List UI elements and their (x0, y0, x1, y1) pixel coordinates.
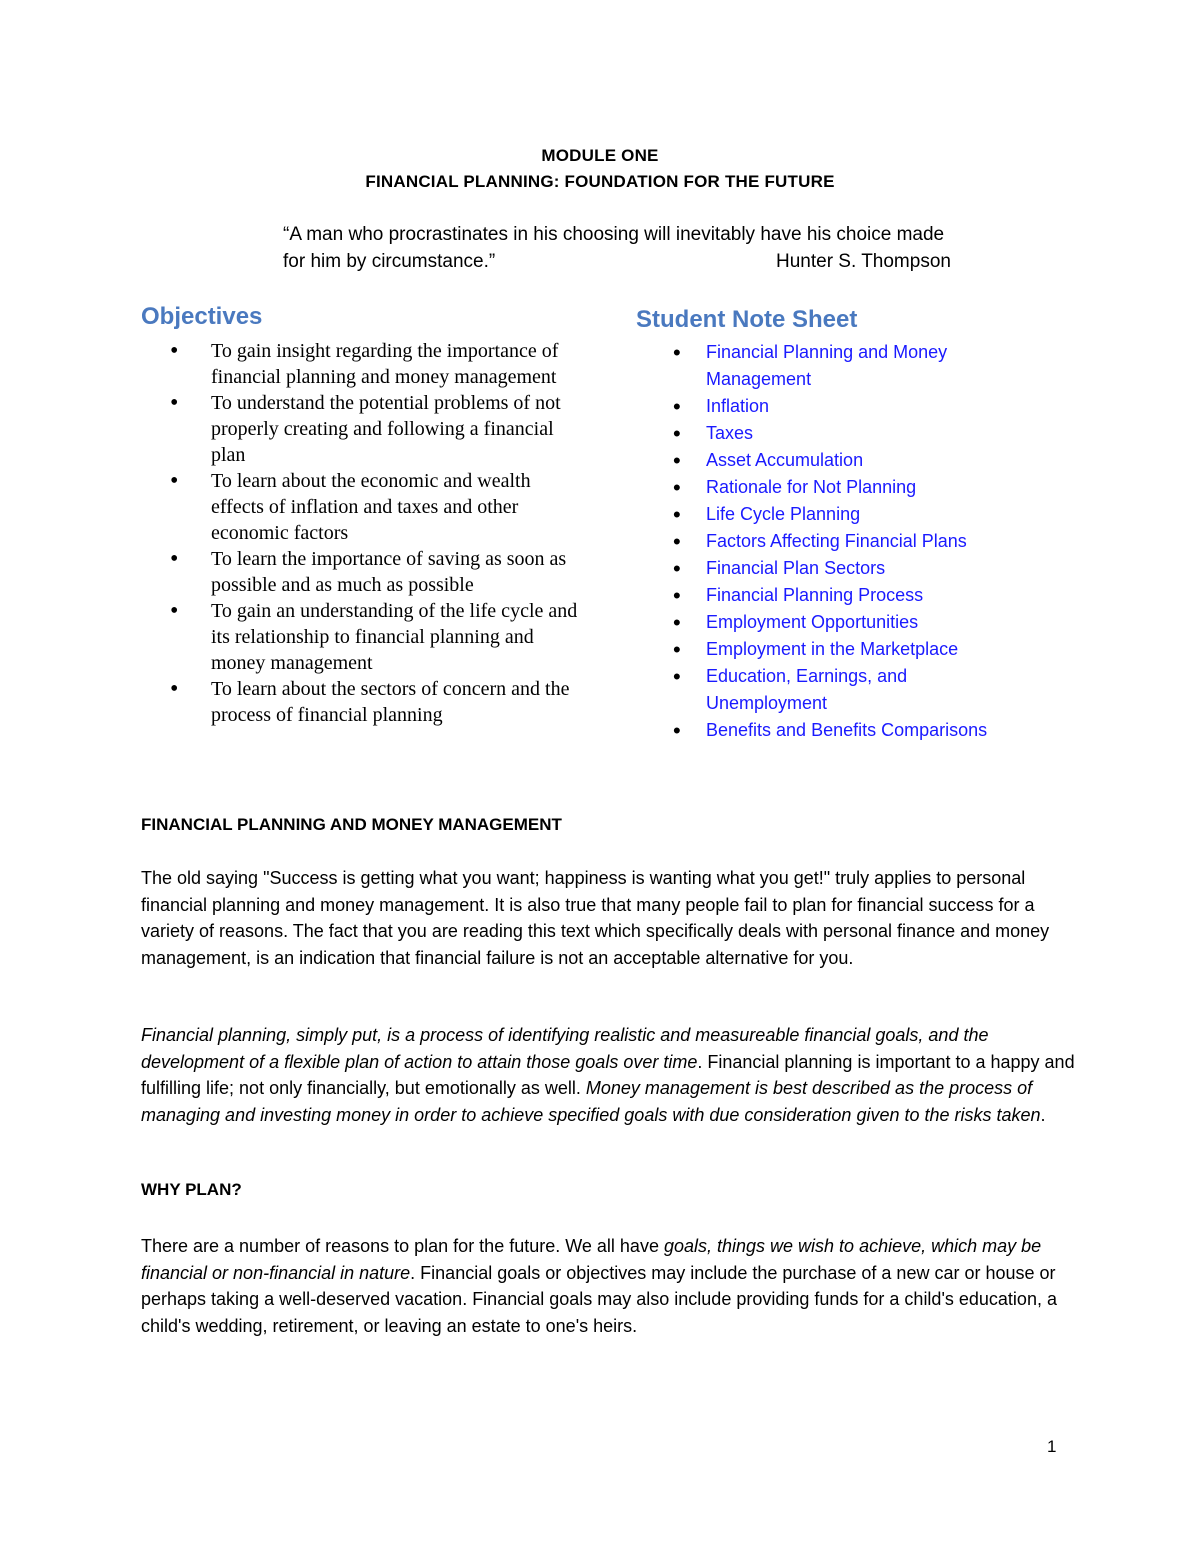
paragraph-text: . Financial goals or objectives may include the purchase of a new car or house or perhaps taking a well-deserved vacation. Financial goals may also include providing funds for a child's education, a child's wedding, retirement, or leaving an estate to one's heirs. (141, 1262, 1057, 1336)
paragraph-definitions (141, 1022, 1081, 1128)
page-number: 1 (1047, 1437, 1057, 1456)
section-heading-why-plan: WHY PLAN? (141, 1180, 242, 1199)
note-link[interactable]: • Benefits and Benefits Comparisons (673, 717, 1013, 744)
objectives-title: Objectives (141, 303, 263, 330)
section-heading-financial-planning: FINANCIAL PLANNING AND MONEY MANAGEMENT (141, 815, 562, 834)
objectives-list (170, 338, 580, 728)
note-link[interactable]: • Rationale for Not Planning (673, 474, 1013, 501)
objective-item: • To learn about the economic and wealth effects of inflation and taxes and other economic factors (170, 468, 580, 546)
note-link[interactable]: • Financial Plan Sectors (673, 555, 1013, 582)
note-link[interactable]: • Taxes (673, 420, 1013, 447)
note-link[interactable]: • Inflation (673, 393, 1013, 420)
student-note-sheet-title: Student Note Sheet (636, 306, 858, 333)
objective-item: • To gain an understanding of the life cycle and its relationship to financial planning and money management (170, 598, 580, 676)
paragraph-why-plan (141, 1233, 1081, 1339)
paragraph-intro: The old saying "Success is getting what you want; happiness is wanting what you get!" truly applies to personal financial planning and money management. It is also true that many people fail to plan for financial success for a variety of reasons. The fact that you are reading this text which specifically deals with personal finance and money management, is an indication that financial failure is not an acceptable alternative for you. (141, 868, 1050, 968)
note-link[interactable]: • Asset Accumulation (673, 447, 1013, 474)
module-title: MODULE ONE (541, 146, 659, 165)
note-link[interactable]: • Employment in the Marketplace (673, 636, 1013, 663)
note-link[interactable]: • Employment Opportunities (673, 609, 1013, 636)
definition-financial-planning: Financial planning, simply put, is a process of identifying realistic and measureable financial goals, and the development of a flexible plan of action to attain those goals over time (141, 1025, 989, 1072)
definition-money-management: Money management is best described as the process of managing and investing money in order to achieve specified goals with due consideration given to the risks taken (141, 1078, 1041, 1125)
paragraph-text: There are a number of reasons to plan for the future. We all have (141, 1236, 664, 1256)
quote-line-1: “A man who procrastinates in his choosing will inevitably have his choice made (283, 224, 945, 245)
objective-item: • To learn the importance of saving as soon as possible and as much as possible (170, 546, 580, 598)
note-link[interactable]: • Financial Planning and Money Management (673, 339, 1013, 393)
student-note-list (673, 339, 1013, 744)
module-subtitle: FINANCIAL PLANNING: FOUNDATION FOR THE FUTURE (365, 172, 835, 191)
note-link[interactable]: • Education, Earnings, and Unemployment (673, 663, 1013, 717)
quote-line-2: for him by circumstance.” (283, 251, 496, 272)
paragraph-text: . (1040, 1104, 1046, 1125)
note-link[interactable]: • Factors Affecting Financial Plans (673, 528, 1013, 555)
note-link[interactable]: • Financial Planning Process (673, 582, 1013, 609)
note-link[interactable]: • Life Cycle Planning (673, 501, 1013, 528)
paragraph-text: . Financial planning is important to a happy and fulfilling life; not only financially, but emotionally as well. (141, 1051, 1075, 1098)
objective-item: • To learn about the sectors of concern and the process of financial planning (170, 676, 580, 728)
objective-item: • To gain insight regarding the importance of financial planning and money management (170, 338, 580, 390)
quote-author: Hunter S. Thompson (776, 251, 951, 272)
goals-emphasis: goals, things we wish to achieve, which may be financial or non-financial in nature (141, 1236, 1042, 1283)
objective-item: • To understand the potential problems of not properly creating and following a financial plan (170, 390, 580, 468)
